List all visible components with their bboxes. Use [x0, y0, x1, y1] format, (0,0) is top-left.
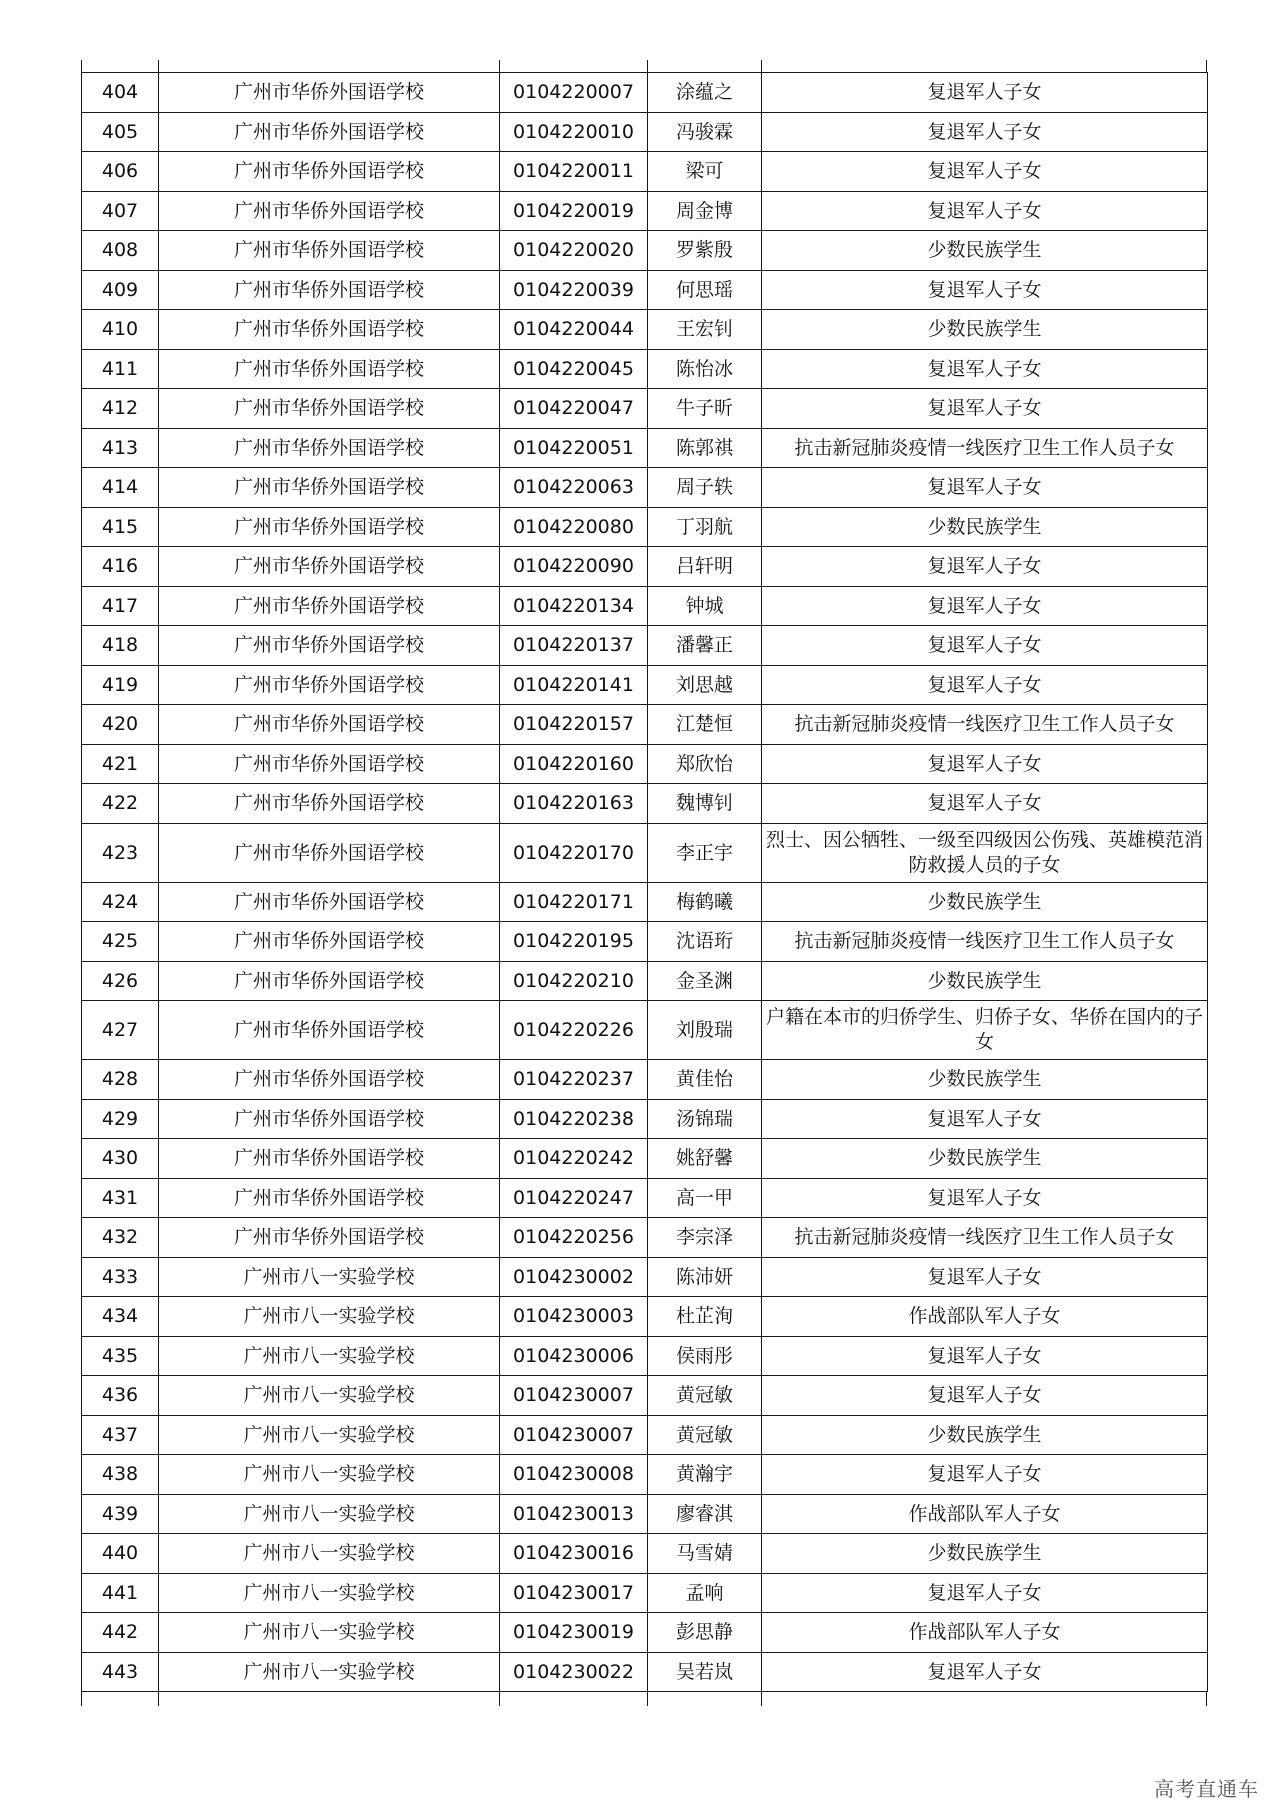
cell-category: 烈士、因公牺牲、一级至四级因公伤残、英雄模范消防救援人员的子女: [762, 823, 1208, 882]
cell-school: 广州市八一实验学校: [159, 1376, 500, 1416]
cell-category: 少数民族学生: [762, 507, 1208, 547]
table-row: [82, 468, 1208, 508]
cell-student-name: 丁羽航: [648, 507, 762, 547]
cell-student-id: 0104220157: [500, 705, 648, 745]
cell-student-name: 马雪婧: [648, 1534, 762, 1574]
cell-category: 复退军人子女: [762, 73, 1208, 113]
cell-school: 广州市华侨外国语学校: [159, 1178, 500, 1218]
cell-number: 437: [82, 1415, 159, 1455]
cell-number: 406: [82, 152, 159, 192]
table-row: [82, 1178, 1208, 1218]
cell-student-name: 姚舒馨: [648, 1139, 762, 1179]
cell-student-name: 彭思静: [648, 1613, 762, 1653]
cell-number: 418: [82, 626, 159, 666]
table-row: [82, 1139, 1208, 1179]
watermark-text: 高考直通车: [1154, 1777, 1259, 1801]
cell-school: 广州市华侨外国语学校: [159, 112, 500, 152]
roster-body: [82, 73, 1208, 1692]
cell-number: 405: [82, 112, 159, 152]
cell-student-id: 0104220044: [500, 310, 648, 350]
cell-student-name: 涂蕴之: [648, 73, 762, 113]
cell-school: 广州市华侨外国语学校: [159, 882, 500, 922]
table-row: [82, 922, 1208, 962]
table-row: [82, 1534, 1208, 1574]
cell-student-id: 0104220242: [500, 1139, 648, 1179]
cell-student-name: 梁可: [648, 152, 762, 192]
cell-school: 广州市八一实验学校: [159, 1573, 500, 1613]
table-row: [82, 784, 1208, 824]
cell-category: 复退军人子女: [762, 784, 1208, 824]
cell-school: 广州市华侨外国语学校: [159, 744, 500, 784]
cell-number: 436: [82, 1376, 159, 1416]
cell-student-id: 0104220163: [500, 784, 648, 824]
table-row: [82, 1415, 1208, 1455]
cell-category: 少数民族学生: [762, 961, 1208, 1001]
cell-number: 432: [82, 1218, 159, 1258]
cell-student-name: 杜芷洵: [648, 1297, 762, 1337]
cell-student-name: 黄冠敏: [648, 1376, 762, 1416]
table-row: [82, 1099, 1208, 1139]
cell-student-id: 0104220171: [500, 882, 648, 922]
table-bottom-stub: [81, 1692, 1207, 1706]
cell-category: 作战部队军人子女: [762, 1494, 1208, 1534]
cell-category: 复退军人子女: [762, 152, 1208, 192]
cell-number: 419: [82, 665, 159, 705]
table-row: [82, 665, 1208, 705]
cell-student-name: 孟响: [648, 1573, 762, 1613]
cell-category: 复退军人子女: [762, 389, 1208, 429]
table-row: [82, 1336, 1208, 1376]
cell-student-name: 黄瀚宇: [648, 1455, 762, 1495]
cell-number: 414: [82, 468, 159, 508]
cell-category: 复退军人子女: [762, 1257, 1208, 1297]
cell-category: 少数民族学生: [762, 882, 1208, 922]
table-row: [82, 349, 1208, 389]
table-row: [82, 1060, 1208, 1100]
cell-school: 广州市八一实验学校: [159, 1652, 500, 1692]
table-row: [82, 882, 1208, 922]
table-row: [82, 1455, 1208, 1495]
cell-school: 广州市华侨外国语学校: [159, 961, 500, 1001]
cell-school: 广州市华侨外国语学校: [159, 1139, 500, 1179]
cell-student-id: 0104220051: [500, 428, 648, 468]
cell-category: 复退军人子女: [762, 112, 1208, 152]
cell-student-name: 黄冠敏: [648, 1415, 762, 1455]
table-row: [82, 270, 1208, 310]
cell-school: 广州市八一实验学校: [159, 1455, 500, 1495]
cell-number: 407: [82, 191, 159, 231]
cell-student-name: 金圣渊: [648, 961, 762, 1001]
cell-school: 广州市华侨外国语学校: [159, 389, 500, 429]
cell-number: 420: [82, 705, 159, 745]
cell-student-id: 0104220019: [500, 191, 648, 231]
cell-category: 复退军人子女: [762, 191, 1208, 231]
cell-student-name: 冯骏霖: [648, 112, 762, 152]
cell-number: 443: [82, 1652, 159, 1692]
table-row: [82, 1297, 1208, 1337]
cell-student-name: 梅鹤曦: [648, 882, 762, 922]
cell-school: 广州市八一实验学校: [159, 1297, 500, 1337]
cell-category: 复退军人子女: [762, 744, 1208, 784]
roster-table: [81, 72, 1208, 1692]
cell-category: 复退军人子女: [762, 547, 1208, 587]
cell-category: 复退军人子女: [762, 1376, 1208, 1416]
cell-category: 抗击新冠肺炎疫情一线医疗卫生工作人员子女: [762, 705, 1208, 745]
cell-student-id: 0104230003: [500, 1297, 648, 1337]
cell-student-id: 0104220010: [500, 112, 648, 152]
table-row: [82, 428, 1208, 468]
cell-student-id: 0104230008: [500, 1455, 648, 1495]
cell-number: 415: [82, 507, 159, 547]
cell-student-name: 刘思越: [648, 665, 762, 705]
cell-number: 413: [82, 428, 159, 468]
table-row: [82, 705, 1208, 745]
cell-student-id: 0104230002: [500, 1257, 648, 1297]
cell-student-id: 0104230007: [500, 1376, 648, 1416]
cell-school: 广州市八一实验学校: [159, 1494, 500, 1534]
table-row: [82, 507, 1208, 547]
cell-category: 复退军人子女: [762, 1652, 1208, 1692]
cell-school: 广州市八一实验学校: [159, 1534, 500, 1574]
cell-student-name: 潘馨正: [648, 626, 762, 666]
table-row: [82, 961, 1208, 1001]
cell-student-id: 0104220226: [500, 1001, 648, 1060]
cell-student-id: 0104220160: [500, 744, 648, 784]
cell-student-name: 侯雨彤: [648, 1336, 762, 1376]
cell-category: 少数民族学生: [762, 1534, 1208, 1574]
cell-number: 426: [82, 961, 159, 1001]
cell-school: 广州市华侨外国语学校: [159, 626, 500, 666]
cell-number: 408: [82, 231, 159, 271]
cell-school: 广州市华侨外国语学校: [159, 468, 500, 508]
table-row: [82, 1652, 1208, 1692]
cell-student-id: 0104220020: [500, 231, 648, 271]
cell-school: 广州市华侨外国语学校: [159, 349, 500, 389]
cell-student-id: 0104220045: [500, 349, 648, 389]
table-row: [82, 1257, 1208, 1297]
cell-school: 广州市华侨外国语学校: [159, 231, 500, 271]
cell-number: 430: [82, 1139, 159, 1179]
cell-student-name: 汤锦瑞: [648, 1099, 762, 1139]
cell-category: 抗击新冠肺炎疫情一线医疗卫生工作人员子女: [762, 922, 1208, 962]
cell-number: 431: [82, 1178, 159, 1218]
cell-school: 广州市华侨外国语学校: [159, 507, 500, 547]
cell-school: 广州市八一实验学校: [159, 1613, 500, 1653]
table-row: [82, 310, 1208, 350]
cell-student-id: 0104220247: [500, 1178, 648, 1218]
cell-student-name: 吴若岚: [648, 1652, 762, 1692]
cell-student-id: 0104230016: [500, 1534, 648, 1574]
cell-student-name: 王宏钊: [648, 310, 762, 350]
cell-student-name: 高一甲: [648, 1178, 762, 1218]
cell-student-name: 廖睿淇: [648, 1494, 762, 1534]
cell-school: 广州市华侨外国语学校: [159, 784, 500, 824]
cell-number: 412: [82, 389, 159, 429]
cell-number: 410: [82, 310, 159, 350]
cell-student-id: 0104220047: [500, 389, 648, 429]
cell-student-name: 陈怡冰: [648, 349, 762, 389]
cell-student-id: 0104220080: [500, 507, 648, 547]
table-row: [82, 547, 1208, 587]
cell-student-name: 江楚恒: [648, 705, 762, 745]
cell-number: 433: [82, 1257, 159, 1297]
cell-student-name: 刘殷瑞: [648, 1001, 762, 1060]
table-row: [82, 231, 1208, 271]
cell-number: 429: [82, 1099, 159, 1139]
cell-student-name: 魏博钊: [648, 784, 762, 824]
cell-category: 复退军人子女: [762, 1455, 1208, 1495]
cell-school: 广州市华侨外国语学校: [159, 705, 500, 745]
cell-number: 442: [82, 1613, 159, 1653]
cell-number: 428: [82, 1060, 159, 1100]
table-row: [82, 1376, 1208, 1416]
cell-category: 复退军人子女: [762, 626, 1208, 666]
cell-category: 抗击新冠肺炎疫情一线医疗卫生工作人员子女: [762, 428, 1208, 468]
cell-number: 439: [82, 1494, 159, 1534]
cell-school: 广州市华侨外国语学校: [159, 586, 500, 626]
cell-number: 411: [82, 349, 159, 389]
cell-school: 广州市华侨外国语学校: [159, 73, 500, 113]
cell-number: 409: [82, 270, 159, 310]
cell-student-id: 0104220210: [500, 961, 648, 1001]
cell-student-name: 何思瑶: [648, 270, 762, 310]
cell-school: 广州市八一实验学校: [159, 1257, 500, 1297]
cell-school: 广州市华侨外国语学校: [159, 823, 500, 882]
cell-school: 广州市八一实验学校: [159, 1415, 500, 1455]
table-row: [82, 152, 1208, 192]
cell-student-id: 0104230006: [500, 1336, 648, 1376]
cell-category: 少数民族学生: [762, 310, 1208, 350]
cell-student-id: 0104230017: [500, 1573, 648, 1613]
table-row: [82, 586, 1208, 626]
cell-number: 423: [82, 823, 159, 882]
cell-student-name: 黄佳怡: [648, 1060, 762, 1100]
cell-student-id: 0104220137: [500, 626, 648, 666]
cell-school: 广州市华侨外国语学校: [159, 922, 500, 962]
table-row: [82, 191, 1208, 231]
cell-school: 广州市华侨外国语学校: [159, 1060, 500, 1100]
cell-student-id: 0104220195: [500, 922, 648, 962]
cell-category: 抗击新冠肺炎疫情一线医疗卫生工作人员子女: [762, 1218, 1208, 1258]
cell-school: 广州市华侨外国语学校: [159, 665, 500, 705]
table-row: [82, 823, 1208, 882]
table-row: [82, 73, 1208, 113]
table-row: [82, 1573, 1208, 1613]
table-row: [82, 112, 1208, 152]
cell-student-id: 0104230022: [500, 1652, 648, 1692]
cell-number: 416: [82, 547, 159, 587]
table-row: [82, 1613, 1208, 1653]
cell-student-id: 0104220256: [500, 1218, 648, 1258]
cell-category: 复退军人子女: [762, 1178, 1208, 1218]
cell-school: 广州市华侨外国语学校: [159, 1218, 500, 1258]
cell-number: 422: [82, 784, 159, 824]
cell-student-name: 吕轩明: [648, 547, 762, 587]
cell-school: 广州市华侨外国语学校: [159, 1099, 500, 1139]
cell-student-name: 牛子昕: [648, 389, 762, 429]
table-row: [82, 1218, 1208, 1258]
cell-category: 作战部队军人子女: [762, 1613, 1208, 1653]
cell-student-id: 0104220141: [500, 665, 648, 705]
cell-student-id: 0104220090: [500, 547, 648, 587]
cell-number: 421: [82, 744, 159, 784]
cell-student-name: 陈沛妍: [648, 1257, 762, 1297]
cell-student-id: 0104220237: [500, 1060, 648, 1100]
table-row: [82, 1001, 1208, 1060]
cell-school: 广州市华侨外国语学校: [159, 152, 500, 192]
cell-student-name: 罗紫殷: [648, 231, 762, 271]
cell-category: 复退军人子女: [762, 1336, 1208, 1376]
cell-student-name: 李宗泽: [648, 1218, 762, 1258]
cell-student-id: 0104230019: [500, 1613, 648, 1653]
cell-category: 复退军人子女: [762, 349, 1208, 389]
cell-category: 户籍在本市的归侨学生、归侨子女、华侨在国内的子女: [762, 1001, 1208, 1060]
cell-school: 广州市华侨外国语学校: [159, 270, 500, 310]
cell-number: 404: [82, 73, 159, 113]
cell-student-id: 0104220039: [500, 270, 648, 310]
cell-category: 复退军人子女: [762, 270, 1208, 310]
cell-school: 广州市华侨外国语学校: [159, 310, 500, 350]
cell-student-id: 0104220134: [500, 586, 648, 626]
cell-student-name: 李正宇: [648, 823, 762, 882]
cell-student-name: 陈郭祺: [648, 428, 762, 468]
cell-number: 434: [82, 1297, 159, 1337]
cell-category: 复退军人子女: [762, 665, 1208, 705]
cell-school: 广州市华侨外国语学校: [159, 191, 500, 231]
cell-number: 425: [82, 922, 159, 962]
cell-number: 424: [82, 882, 159, 922]
cell-number: 438: [82, 1455, 159, 1495]
cell-category: 作战部队军人子女: [762, 1297, 1208, 1337]
cell-student-name: 周金博: [648, 191, 762, 231]
cell-school: 广州市华侨外国语学校: [159, 1001, 500, 1060]
cell-student-id: 0104220170: [500, 823, 648, 882]
cell-student-id: 0104220238: [500, 1099, 648, 1139]
cell-student-name: 郑欣怡: [648, 744, 762, 784]
cell-category: 复退军人子女: [762, 1099, 1208, 1139]
cell-student-id: 0104220063: [500, 468, 648, 508]
cell-school: 广州市华侨外国语学校: [159, 547, 500, 587]
table-row: [82, 1494, 1208, 1534]
cell-category: 复退军人子女: [762, 586, 1208, 626]
cell-student-id: 0104220011: [500, 152, 648, 192]
table-row: [82, 389, 1208, 429]
cell-number: 435: [82, 1336, 159, 1376]
table-row: [82, 744, 1208, 784]
cell-school: 广州市华侨外国语学校: [159, 428, 500, 468]
cell-number: 417: [82, 586, 159, 626]
cell-student-name: 沈语珩: [648, 922, 762, 962]
cell-student-name: 周子轶: [648, 468, 762, 508]
cell-number: 441: [82, 1573, 159, 1613]
table-top-stub: [81, 60, 1207, 72]
cell-category: 复退军人子女: [762, 1573, 1208, 1613]
cell-category: 少数民族学生: [762, 1415, 1208, 1455]
cell-student-id: 0104230013: [500, 1494, 648, 1534]
cell-school: 广州市八一实验学校: [159, 1336, 500, 1376]
cell-category: 少数民族学生: [762, 1060, 1208, 1100]
cell-number: 440: [82, 1534, 159, 1574]
cell-category: 少数民族学生: [762, 231, 1208, 271]
table-row: [82, 626, 1208, 666]
cell-student-id: 0104220007: [500, 73, 648, 113]
cell-number: 427: [82, 1001, 159, 1060]
cell-student-id: 0104230007: [500, 1415, 648, 1455]
cell-student-name: 钟城: [648, 586, 762, 626]
cell-category: 复退军人子女: [762, 468, 1208, 508]
cell-category: 少数民族学生: [762, 1139, 1208, 1179]
